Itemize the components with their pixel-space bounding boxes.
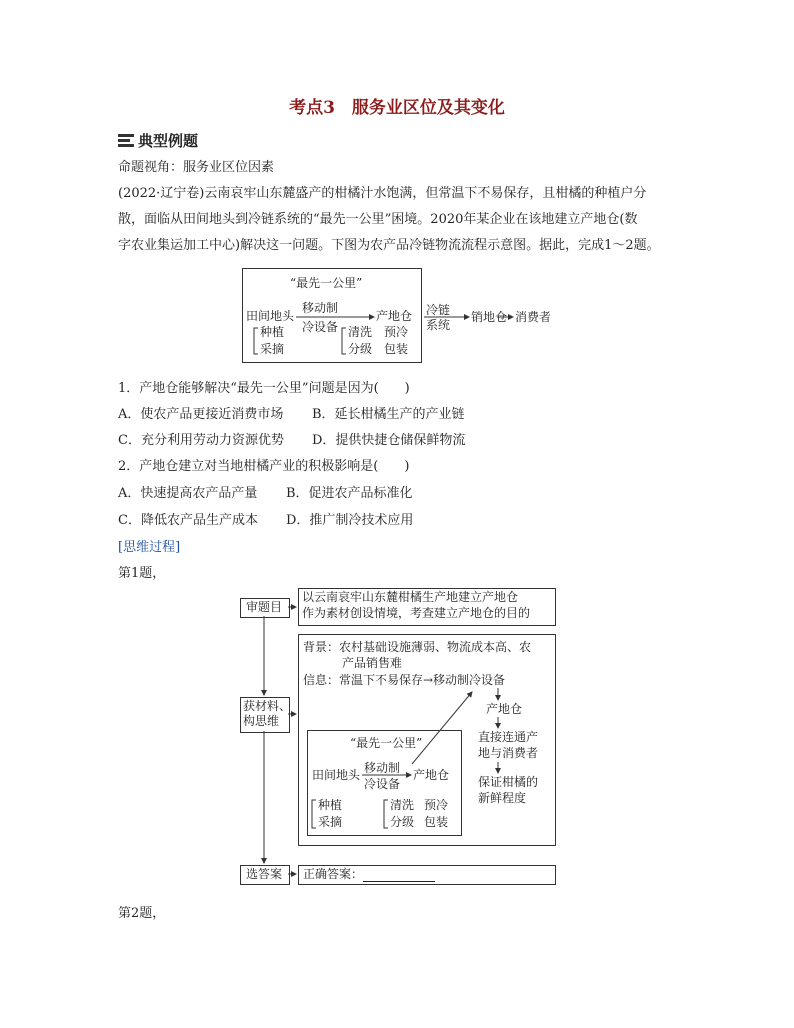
q2-option-c: C．降低农产品生产成本	[118, 513, 258, 528]
step-answer-label: 选答案	[246, 867, 283, 881]
chain-fresh-1: 保证柑橘的	[478, 775, 539, 789]
plant-bottom: 采摘	[260, 342, 285, 356]
section-heading-label: 典型例题	[138, 132, 199, 150]
question-2: 2．产地仓建立对当地柑橘产业的积极影响是( )	[118, 459, 410, 474]
inner-title: “最先一公里”	[350, 736, 423, 750]
inner-field: 田间地头	[312, 768, 361, 782]
question-1: 1．产地仓能够解决“最先一公里”问题是因为( )	[118, 381, 410, 396]
q1-option-a: A．使农产品更接近消费市场	[118, 407, 284, 422]
chain-connect-2: 地与消费者	[478, 746, 539, 760]
cold-chain-bottom: 系统	[426, 318, 451, 332]
q1-label: 第1题，	[118, 566, 166, 581]
q2-option-b: B．促进农产品标准化	[286, 486, 413, 501]
thinking-label: [思维过程]	[118, 540, 181, 555]
step-material-label-1: 获材料、	[243, 699, 292, 713]
warehouse-label: 产地仓	[376, 309, 413, 323]
step-material-label-2: 构思维	[243, 714, 280, 728]
q1-option-c: C．充分利用劳动力资源优势	[118, 433, 284, 448]
stem-line-1: (2022·辽宁卷)云南哀牢山东麓盛产的柑橘汁水饱满，但常温下不易保存，且柑橘的种植户分	[118, 186, 647, 201]
first-mile-title: “最先一公里”	[290, 276, 363, 290]
wash-bottom: 分级	[348, 342, 373, 356]
chain-fresh-2: 新鲜程度	[478, 791, 527, 805]
page-title: 考点3 服务业区位及其变化	[289, 98, 505, 118]
stem-line-2: 散，面临从田间地头到冷链系统的“最先一公里”困境。2020年某企业在该地建立产地仓(数	[118, 212, 638, 227]
q2-option-d: D．推广制冷技术应用	[286, 513, 414, 528]
mobile-label-top: 移动制	[302, 301, 339, 315]
chain-connect-1: 直接连通产	[478, 730, 539, 744]
answer-label: 正确答案：	[303, 867, 364, 881]
precool-top: 预冷	[384, 325, 409, 339]
mobile-label-bottom: 冷设备	[302, 320, 339, 334]
inner-warehouse: 产地仓	[413, 768, 450, 782]
wash-top: 清洗	[348, 325, 373, 339]
inner-precool-top: 预冷	[424, 798, 449, 812]
inner-wash-bottom: 分级	[390, 815, 415, 829]
stem-line-3: 字农业集运加工中心)解决这一问题。下图为农产品冷链物流流程示意图。据此，完成1～2题。	[118, 238, 660, 253]
field-label: 田间地头	[246, 309, 295, 323]
consumer-label: 消费者	[515, 310, 552, 324]
background-text-1: 背景：农村基础设施薄弱、物流成本高、农	[303, 640, 532, 654]
inner-precool-bottom: 包装	[424, 815, 449, 829]
review-text-2: 作为素材创设情境，考查建立产地仓的目的	[302, 606, 531, 620]
q2-option-a: A．快速提高农产品产量	[118, 486, 258, 501]
inner-plant-top: 种植	[318, 798, 343, 812]
info-text: 信息：常温下不易保存→移动制冷设备	[303, 673, 506, 687]
plant-top: 种植	[260, 325, 285, 339]
review-text-1: 以云南哀牢山东麓柑橘生产地建立产地仓	[302, 590, 519, 604]
inner-plant-bottom: 采摘	[318, 815, 343, 829]
sales-warehouse-label: 销地仓	[471, 310, 508, 324]
inner-mobile-bottom: 冷设备	[364, 777, 401, 791]
background-text-2: 产品销售难	[342, 656, 403, 670]
q1-option-d: D．提供快捷仓储保鲜物流	[312, 433, 466, 448]
step-review-label: 审题目	[246, 600, 283, 614]
q1-option-b: B．延长柑橘生产的产业链	[312, 407, 465, 422]
inner-mobile-top: 移动制	[364, 761, 401, 775]
cold-chain-top: 冷链	[426, 303, 451, 317]
q2-label: 第2题，	[118, 906, 166, 921]
precool-bottom: 包装	[384, 342, 409, 356]
chain-warehouse: 产地仓	[486, 702, 523, 716]
perspective: 命题视角：服务业区位因素	[118, 160, 275, 175]
inner-wash-top: 清洗	[390, 798, 415, 812]
